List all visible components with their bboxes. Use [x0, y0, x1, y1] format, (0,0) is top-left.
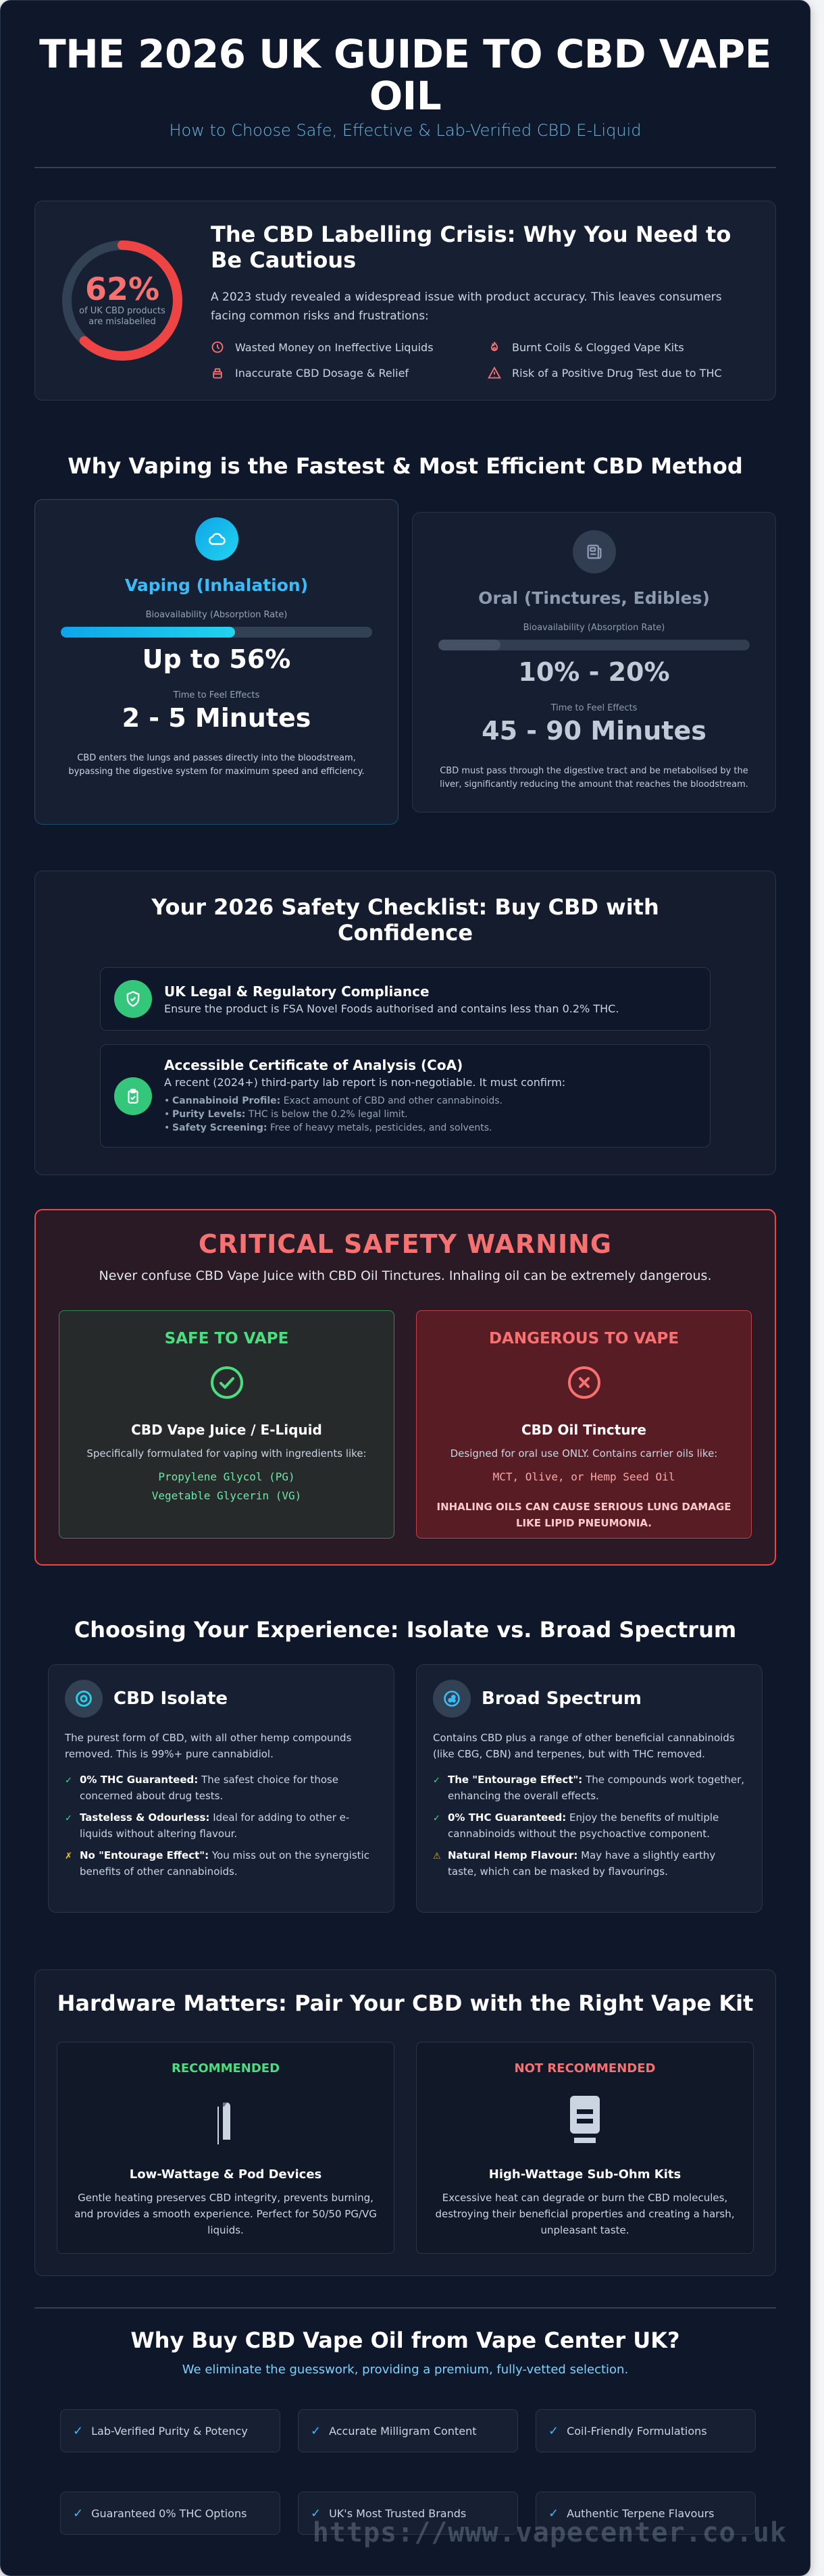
checklist-item-text: Ensure the product is FSA Novel Foods authorised and contains less than 0.2% THC. — [164, 1002, 619, 1015]
benefit-label: Guaranteed 0% THC Options — [91, 2506, 247, 2520]
x-circle-icon — [567, 1365, 602, 1400]
isolate-card — [48, 1664, 394, 1913]
risk-item — [488, 366, 752, 380]
molecule-icon — [433, 1680, 471, 1718]
check-icon: ✓ — [73, 2423, 84, 2438]
labelling-crisis-card — [34, 201, 776, 401]
bullet-label: Cannabinoid Profile: — [172, 1096, 281, 1106]
warning-subtitle: Never confuse CBD Vape Juice with CBD Oil Tinctures. Inhaling oil can be extremely dangerous. — [99, 1268, 712, 1283]
not-recommended-card — [416, 2042, 754, 2254]
broad-point — [433, 1772, 746, 1804]
checklist-item-text: A recent (2024+) third-party lab report is non-negotiable. It must confirm: — [164, 1076, 566, 1089]
check-icon: ✓ — [433, 1813, 440, 1824]
point-label: 0% THC Guaranteed: — [448, 1811, 567, 1824]
why-buy-subtitle: We eliminate the guesswork, providing a premium, fully-vetted selection. — [182, 2363, 629, 2377]
crisis-text: A 2023 study revealed a widespread issue with product accuracy. This leaves consumers facing common risks and frustrations: — [211, 290, 722, 323]
danger-product-text: Designed for oral use ONLY. Contains carrier oils like: — [450, 1447, 718, 1460]
warning-title: CRITICAL SAFETY WARNING — [198, 1229, 613, 1259]
hardware-title: Hardware Matters: Pair Your CBD with the Right Vape Kit — [57, 1990, 754, 2016]
benefit-label: Lab-Verified Purity & Potency — [91, 2424, 248, 2438]
point-label: Natural Hemp Flavour: — [448, 1849, 578, 1861]
coa-bullet — [164, 1108, 565, 1121]
checklist-item-compliance — [100, 967, 711, 1031]
shield-check-icon — [114, 980, 152, 1018]
benefit-item — [536, 2409, 756, 2452]
benefit-item — [298, 2409, 518, 2452]
recommended-card — [57, 2042, 394, 2254]
broad-spectrum-points — [433, 1772, 746, 1880]
bioavailability-label: Bioavailability (Absorption Rate) — [145, 610, 288, 620]
danger-heading: DANGEROUS TO VAPE — [488, 1330, 679, 1347]
method-card-oral — [412, 512, 776, 813]
mislabelled-donut-chart — [58, 236, 186, 365]
risk-label: Inaccurate CBD Dosage & Relief — [235, 366, 409, 380]
bullet-text: THC is below the 0.2% legal limit. — [245, 1109, 408, 1120]
point-label: Tasteless & Odourless: — [80, 1811, 210, 1824]
not-recommended-description: Excessive heat can degrade or burn the CBD molecules, destroying their beneficial properties and creating a harsh, unpleasant taste. — [435, 2192, 735, 2236]
benefit-item — [60, 2409, 280, 2452]
clock-icon — [211, 340, 224, 354]
safety-checklist — [34, 871, 776, 1175]
point-text: Enjoy the benefits of multiple cannabinoids without the psychoactive component. — [448, 1811, 719, 1840]
bioavailability-bar — [438, 640, 750, 650]
risk-label: Burnt Coils & Clogged Vape Kits — [512, 340, 684, 354]
point-label: The "Entourage Effect": — [448, 1774, 583, 1786]
dangerous-to-vape-card — [416, 1310, 752, 1539]
isolate-point — [65, 1847, 378, 1880]
crisis-title: The CBD Labelling Crisis: Why You Need to Be Cautious — [211, 222, 731, 273]
not-recommended-tag: NOT RECOMMENDED — [514, 2061, 656, 2076]
divider — [34, 2307, 776, 2309]
danger-alert: INHALING OILS CAN CAUSE SERIOUS LUNG DAMAGE LIKE LIPID PNEUMONIA. — [436, 1501, 731, 1529]
newspaper-icon — [573, 530, 616, 573]
isolate-title: CBD Isolate — [113, 1689, 228, 1709]
method-description: CBD enters the lungs and passes directly into the bloodstream, bypassing the digestive system for maximum speed and efficiency. — [68, 753, 365, 777]
stat-caption-line-2: are mislabelled — [88, 317, 156, 327]
coa-bullet-list — [164, 1094, 565, 1135]
broad-spectrum-card — [416, 1664, 763, 1913]
method-card-vaping — [34, 499, 398, 825]
broad-point — [433, 1847, 746, 1880]
critical-safety-warning — [34, 1209, 776, 1566]
point-label: 0% THC Guaranteed: — [80, 1774, 199, 1786]
experience-title: Choosing Your Experience: Isolate vs. Broad Spectrum — [74, 1617, 737, 1643]
pod-device-icon — [199, 2092, 253, 2146]
methods-title: Why Vaping is the Fastest & Most Efficient CBD Method — [68, 453, 743, 479]
flame-icon — [488, 340, 501, 354]
point-label: No "Entourage Effect": — [80, 1849, 209, 1861]
check-icon: ✓ — [73, 2506, 84, 2521]
check-icon: ✓ — [548, 2506, 559, 2521]
check-icon: ✓ — [311, 2423, 321, 2438]
checklist-item-coa — [100, 1044, 711, 1148]
risk-list — [211, 340, 752, 380]
risk-item — [488, 340, 752, 354]
bioavailability-label: Bioavailability (Absorption Rate) — [523, 622, 665, 633]
why-buy-section — [34, 2327, 776, 2535]
benefit-label: UK's Most Trusted Brands — [329, 2506, 467, 2520]
point-text: May have a slightly earthy taste, which can be masked by flavourings. — [448, 1849, 716, 1878]
check-icon: ✓ — [311, 2506, 321, 2521]
checklist-title: Your 2026 Safety Checklist: Buy CBD with Confidence — [151, 894, 659, 946]
checklist-item-title: UK Legal & Regulatory Compliance — [164, 983, 430, 1000]
bullet-text: Free of heavy metals, pesticides, and solvents. — [267, 1123, 492, 1133]
cross-icon: ✗ — [65, 1851, 72, 1861]
checklist-item-title: Accessible Certificate of Analysis (CoA) — [164, 1057, 463, 1073]
safe-ingredients — [73, 1468, 380, 1505]
danger-product-name: CBD Oil Tincture — [521, 1422, 646, 1438]
isolate-points — [65, 1772, 378, 1880]
hero — [34, 33, 776, 140]
check-circle-icon — [209, 1365, 244, 1400]
bullet-text: Exact amount of CBD and other cannabinoids. — [280, 1096, 503, 1106]
safe-heading: SAFE TO VAPE — [164, 1330, 289, 1347]
ingredient: Vegetable Glycerin (VG) — [151, 1489, 302, 1502]
risk-item — [211, 340, 488, 354]
benefit-label: Coil-Friendly Formulations — [567, 2424, 707, 2438]
bioavailability-value: 10% - 20% — [518, 656, 670, 687]
watermark-url: https://www.vapecenter.co.uk — [312, 2517, 787, 2548]
recommended-device: Low-Wattage & Pod Devices — [129, 2167, 322, 2182]
why-buy-grid — [60, 2409, 750, 2535]
risk-item — [211, 366, 488, 380]
benefit-label: Authentic Terpene Flavours — [567, 2506, 715, 2520]
isolate-point — [65, 1809, 378, 1842]
bioavailability-fill — [438, 640, 500, 650]
bullet-label: Purity Levels: — [172, 1109, 246, 1120]
safe-product-text: Specifically formulated for vaping with ingredients like: — [86, 1447, 367, 1460]
method-title: Vaping (Inhalation) — [124, 575, 309, 595]
warning-triangle-icon — [488, 366, 501, 380]
time-value: 45 - 90 Minutes — [482, 715, 706, 746]
broad-spectrum-title: Broad Spectrum — [482, 1689, 642, 1709]
check-icon: ✓ — [548, 2423, 559, 2438]
bioavailability-fill — [61, 627, 235, 638]
coa-bullet — [164, 1121, 565, 1135]
ingredient: MCT, Olive, or Hemp Seed Oil — [492, 1470, 675, 1483]
safe-product-name: CBD Vape Juice / E-Liquid — [131, 1422, 322, 1438]
bullet-label: Safety Screening: — [172, 1123, 267, 1133]
divider — [34, 167, 776, 168]
check-icon: ✓ — [65, 1776, 72, 1786]
time-value: 2 - 5 Minutes — [122, 703, 311, 733]
check-icon: ✓ — [433, 1776, 440, 1786]
box-mod-icon — [558, 2092, 612, 2146]
crisis-body — [211, 222, 752, 380]
methods-comparison — [34, 499, 776, 825]
stat-caption — [79, 306, 165, 328]
point-text: You miss out on the synergistic benefits of other cannabinoids. — [80, 1849, 369, 1878]
benefit-label: Accurate Milligram Content — [329, 2424, 477, 2438]
why-buy-title: Why Buy CBD Vape Oil from Vape Center UK? — [130, 2327, 680, 2353]
warning-columns — [59, 1310, 752, 1539]
not-recommended-device: High-Wattage Sub-Ohm Kits — [488, 2167, 681, 2182]
method-description: CBD must pass through the digestive tract and be metabolised by the liver, significantly reducing the amount that reaches the bloodstream. — [440, 765, 748, 790]
point-text: Ideal for adding to other e-liquids without altering flavour. — [80, 1811, 350, 1840]
danger-ingredients — [430, 1468, 738, 1487]
cloud-icon — [195, 517, 238, 561]
page-title: THE 2026 UK GUIDE TO CBD VAPE OIL — [39, 31, 771, 119]
target-icon — [65, 1680, 103, 1718]
risk-label: Wasted Money on Ineffective Liquids — [235, 340, 434, 354]
broad-point — [433, 1809, 746, 1842]
experience-comparison — [48, 1664, 763, 1913]
point-text: The compounds work together, enhancing the overall effects. — [448, 1774, 745, 1802]
jar-icon — [211, 366, 224, 380]
recommended-description: Gentle heating preserves CBD integrity, prevents burning, and provides a smooth experience. Perfect for 50/50 PG/VG liquids. — [74, 2192, 377, 2236]
benefit-item — [60, 2492, 280, 2535]
clipboard-check-icon — [114, 1077, 152, 1115]
time-label: Time to Feel Effects — [173, 690, 260, 700]
warning-icon: ⚠ — [433, 1851, 441, 1861]
broad-spectrum-description: Contains CBD plus a range of other beneficial cannabinoids (like CBG, CBN) and terpenes, but with THC removed. — [433, 1732, 735, 1760]
page-subtitle: How to Choose Safe, Effective & Lab-Verified CBD E-Liquid — [169, 121, 642, 140]
bioavailability-bar — [61, 627, 372, 638]
isolate-point — [65, 1772, 378, 1804]
risk-label: Risk of a Positive Drug Test due to THC — [512, 366, 722, 380]
time-label: Time to Feel Effects — [550, 702, 638, 713]
safe-to-vape-card — [59, 1310, 394, 1539]
recommended-tag: RECOMMENDED — [171, 2061, 280, 2076]
check-icon: ✓ — [65, 1813, 72, 1824]
method-title: Oral (Tinctures, Edibles) — [478, 588, 710, 608]
stat-caption-line-1: of UK CBD products — [79, 306, 165, 316]
ingredient: Propylene Glycol (PG) — [158, 1470, 295, 1483]
hardware-section — [34, 1969, 776, 2276]
stat-value: 62% — [84, 271, 160, 307]
point-text: The safest choice for those concerned about drug tests. — [80, 1774, 339, 1802]
isolate-description: The purest form of CBD, with all other hemp compounds removed. This is 99%+ pure cannabidiol. — [65, 1732, 352, 1760]
hardware-columns — [57, 2042, 754, 2254]
bioavailability-value: Up to 56% — [142, 644, 291, 674]
coa-bullet — [164, 1094, 565, 1108]
